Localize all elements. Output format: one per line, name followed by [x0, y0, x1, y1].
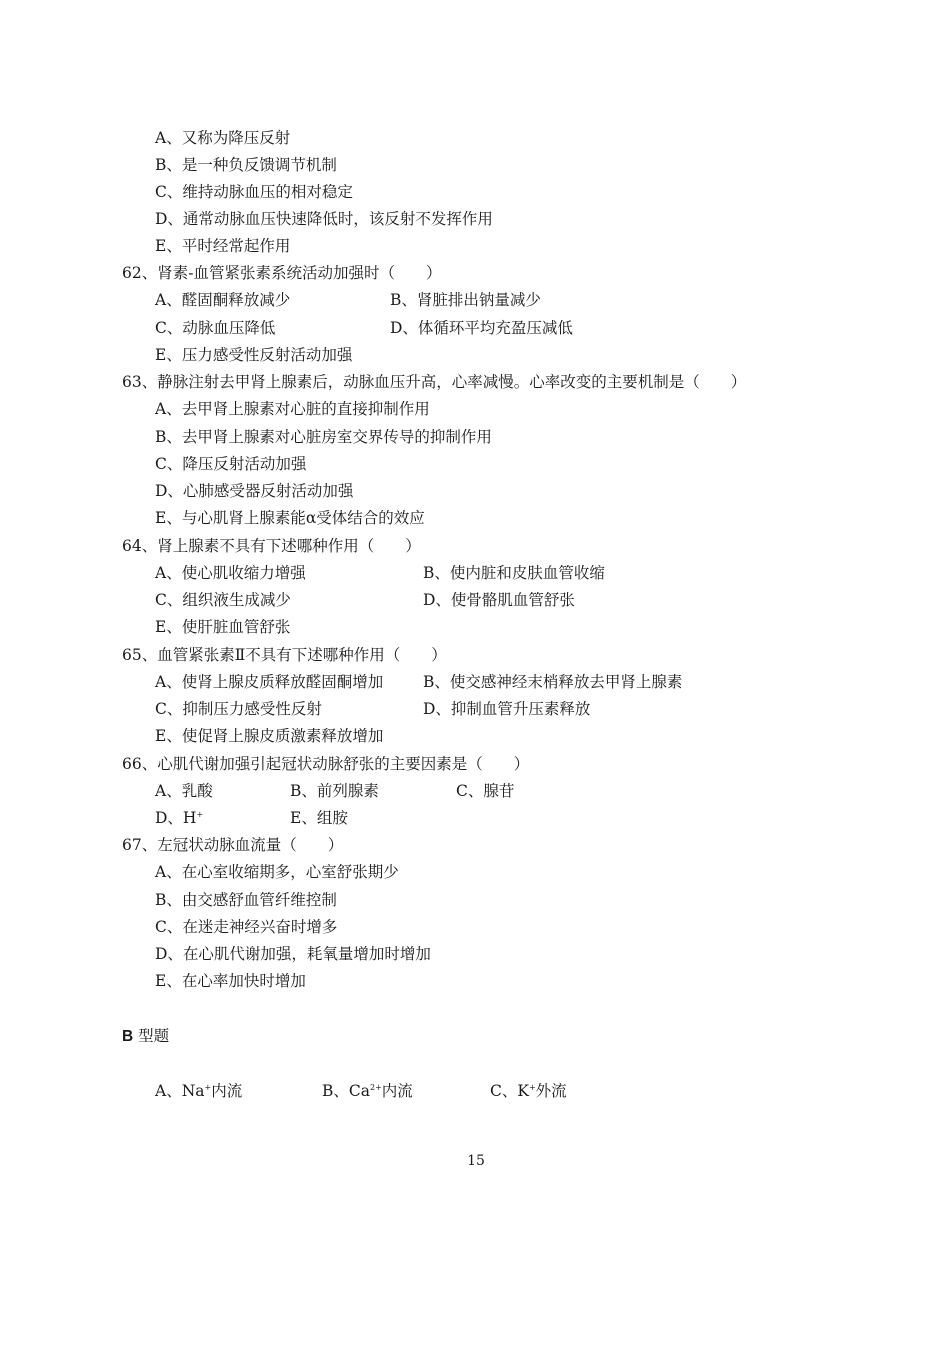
q66-option-e: E、组胺: [290, 809, 348, 827]
q65-option-a: A、使肾上腺皮质释放醛固酮增加: [155, 673, 384, 691]
b-option-b-prefix: B、Ca: [322, 1082, 370, 1100]
b-option-a-suffix: 内流: [211, 1082, 243, 1100]
b-option-c-suffix: 外流: [535, 1082, 567, 1100]
q65-stem: 65、血管紧张素Ⅱ不具有下述哪种作用（ ）: [122, 646, 447, 664]
q61-option-e: E、平时经常起作用: [155, 237, 291, 255]
q62-stem: 62、肾素-血管紧张素系统活动加强时（ ）: [122, 264, 442, 282]
q67-option-b: B、由交感舒血管纤维控制: [155, 891, 337, 909]
q66-option-c: C、腺苷: [456, 782, 515, 800]
b-option-a: [155, 1081, 242, 1101]
b-option-c-prefix: C、K: [490, 1082, 529, 1100]
q61-option-c: C、维持动脉血压的相对稳定: [155, 183, 353, 201]
q64-stem: 64、肾上腺素不具有下述哪种作用（ ）: [122, 537, 421, 555]
q64-option-b: B、使内脏和皮肤血管收缩: [423, 564, 605, 582]
q63-option-a: A、去甲肾上腺素对心脏的直接抑制作用: [155, 400, 430, 418]
q62-option-d: D、体循环平均充盈压减低: [390, 319, 573, 337]
b-option-c-superscript: +: [528, 1083, 536, 1092]
q64-option-a: A、使心肌收缩力增强: [155, 564, 306, 582]
b-option-a-superscript: +: [204, 1083, 212, 1092]
b-option-b: [322, 1081, 413, 1101]
section-b-letter: B: [122, 1028, 134, 1045]
q62-option-e: E、压力感受性反射活动加强: [155, 346, 353, 364]
q65-option-b: B、使交感神经末梢释放去甲肾上腺素: [423, 673, 683, 691]
q66-option-b: B、前列腺素: [290, 782, 379, 800]
q66-option-d: [155, 808, 203, 828]
q61-option-a: A、又称为降压反射: [155, 129, 291, 147]
q65-option-d: D、抑制血管升压素释放: [423, 700, 591, 718]
q67-stem: 67、左冠状动脉血流量（ ）: [122, 836, 344, 854]
b-option-b-suffix: 内流: [381, 1082, 413, 1100]
b-option-c: [490, 1081, 567, 1101]
q67-option-e: E、在心率加快时增加: [155, 972, 306, 990]
q66-option-a: A、乳酸: [155, 782, 213, 800]
q64-option-c: C、组织液生成减少: [155, 591, 291, 609]
q67-option-c: C、在迷走神经兴奋时增多: [155, 918, 338, 936]
b-option-a-prefix: A、Na: [155, 1082, 205, 1100]
q63-option-e: E、与心肌肾上腺素能α受体结合的效应: [155, 509, 425, 527]
q64-option-e: E、使肝脏血管舒张: [155, 618, 291, 636]
q63-option-b: B、去甲肾上腺素对心脏房室交界传导的抑制作用: [155, 428, 492, 446]
q62-option-a: A、醛固酮释放减少: [155, 291, 291, 309]
q66-stem: 66、心肌代谢加强引起冠状动脉舒张的主要因素是（ ）: [122, 755, 530, 773]
q62-option-b: B、肾脏排出钠量减少: [390, 291, 541, 309]
q61-option-b: B、是一种负反馈调节机制: [155, 156, 337, 174]
b-option-b-superscript: 2+: [370, 1083, 382, 1092]
q65-option-e: E、使促肾上腺皮质激素释放增加: [155, 727, 384, 745]
q66-option-d-superscript: +: [196, 810, 204, 819]
q63-option-d: D、心肺感受器反射活动加强: [155, 482, 354, 500]
q63-stem: 63、静脉注射去甲肾上腺素后，动脉血压升高，心率减慢。心率改变的主要机制是（ ）: [122, 373, 747, 391]
page-number: 15: [467, 1153, 485, 1169]
q67-option-a: A、在心室收缩期多，心室舒张期少: [155, 863, 399, 881]
section-b-label: 型题: [133, 1027, 170, 1045]
q62-option-c: C、动脉血压降低: [155, 319, 276, 337]
q61-option-d: D、通常动脉血压快速降低时，该反射不发挥作用: [155, 210, 493, 228]
q63-option-c: C、降压反射活动加强: [155, 455, 307, 473]
q67-option-d: D、在心肌代谢加强，耗氧量增加时增加: [155, 945, 431, 963]
section-b-heading: [122, 1026, 169, 1047]
q64-option-d: D、使骨骼肌血管舒张: [423, 591, 575, 609]
q65-option-c: C、抑制压力感受性反射: [155, 700, 322, 718]
q66-option-d-text: D、H: [155, 809, 197, 827]
